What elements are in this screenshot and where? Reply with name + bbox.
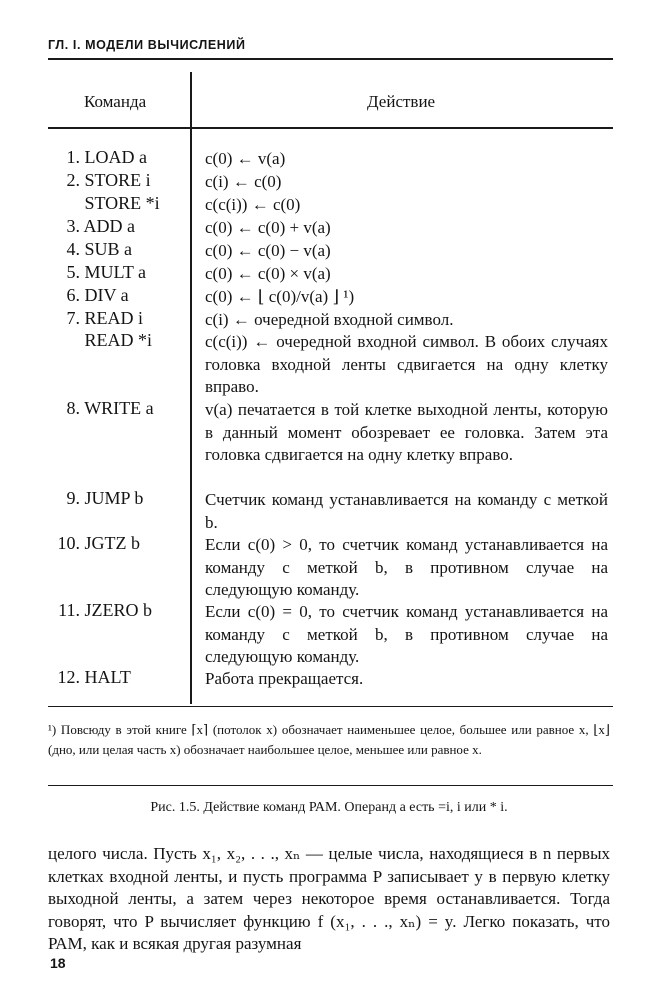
table-row-action: c(i) ← c(0) bbox=[205, 172, 282, 191]
table-row-command: 8. WRITE a bbox=[66, 398, 154, 418]
table-row-command: READ *i bbox=[84, 330, 152, 350]
table-row-command: 3. ADD a bbox=[66, 216, 136, 236]
table-row-command: 6. DIV a bbox=[66, 285, 129, 305]
table-row-command: 1. LOAD a bbox=[66, 147, 147, 167]
table-row-action: c(0) ← c(0) × v(a) bbox=[205, 264, 331, 283]
table-row-action: Счетчик команд устанавливается на команду с меткой b. bbox=[205, 490, 608, 532]
figure-caption: Рис. 1.5. Действие команд РАМ. Операнд a есть =i, i или * i. bbox=[150, 800, 508, 815]
caption-rule bbox=[48, 785, 613, 786]
table-row-command: STORE *i bbox=[84, 193, 160, 213]
table-row-command: 11. JZERO b bbox=[58, 600, 152, 620]
table-row-command: 10. JGTZ b bbox=[57, 533, 140, 553]
table-row-command: 2. STORE i bbox=[66, 170, 151, 190]
table-row-action: Если c(0) = 0, то счетчик команд устанавливается на команду с меткой b, в противном случае на следующую команду. bbox=[205, 602, 608, 666]
table-row-command: 9. JUMP b bbox=[66, 488, 144, 508]
table-row-action: c(0) ← ⌊ c(0)/v(a) ⌋ ¹) bbox=[205, 287, 355, 306]
column-header-action: Действие bbox=[367, 92, 436, 111]
page-number: 18 bbox=[50, 955, 66, 971]
running-header: ГЛ. I. МОДЕЛИ ВЫЧИСЛЕНИЙ bbox=[48, 38, 246, 52]
table-row-action: v(a) печатается в той клетке выходной ленты, которую в данный момент обозревает ее головка. Затем эта головка сдвигается на одну клетку вправо. bbox=[205, 400, 608, 464]
table-row-command: 12. HALT bbox=[57, 667, 131, 687]
header-rule bbox=[48, 58, 613, 60]
table-row-command: 5. MULT a bbox=[66, 262, 147, 282]
table-row-action: c(0) ← c(0) + v(a) bbox=[205, 218, 331, 237]
table-row-action: c(c(i)) ← очередной входной символ. В обоих случаях головка входной ленты сдвигается на одну клетку вправо. bbox=[205, 332, 608, 396]
table-row-action: Работа прекращается. bbox=[205, 669, 364, 688]
body-paragraph: целого числа. Пусть x₁, x₂, . . ., xₙ — целые числа, находящиеся в n первых клетках входной ленты, и пусть программа P записывает y в первую клетку выходной ленты, а затем через некоторое время останавливается. Тогда говорят, что P вычисляет функцию f (x₁, . . ., xₙ) = y. Легко показать, что РАМ, как и всякая другая разумная bbox=[48, 844, 610, 953]
table-row-action: c(0) ← v(a) bbox=[205, 149, 286, 168]
column-header-command: Команда bbox=[84, 92, 147, 111]
table-column-divider bbox=[190, 72, 192, 704]
table-row-command: 4. SUB a bbox=[66, 239, 133, 259]
table-row-command: 7. READ i bbox=[66, 308, 143, 328]
footnote: ¹) Повсюду в этой книге ⌈x⌉ (потолок x) обозначает наименьшее целое, большее или равное x, ⌊x⌋ (дно, или целая часть x) обозначает наибольшее целое, меньшее или равное x. bbox=[48, 722, 610, 757]
table-row-action: c(0) ← c(0) − v(a) bbox=[205, 241, 331, 260]
table-row-action: c(c(i)) ← c(0) bbox=[205, 195, 301, 214]
table-row-action: c(i) ← очередной входной символ. bbox=[205, 310, 454, 329]
table-row-action: Если c(0) > 0, то счетчик команд устанавливается на команду с меткой b, в противном случае на следующую команду. bbox=[205, 535, 608, 599]
footnote-rule bbox=[48, 706, 613, 707]
table-header-rule bbox=[48, 127, 613, 129]
